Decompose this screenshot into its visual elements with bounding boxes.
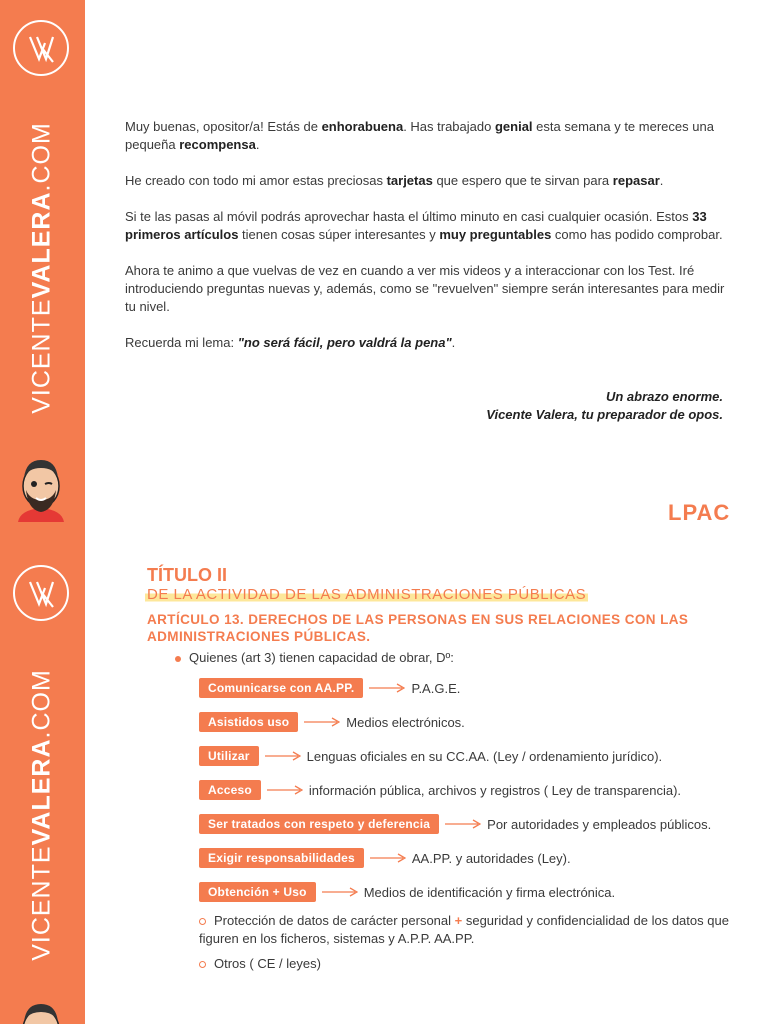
vv-logo-icon	[13, 20, 69, 76]
vv-logo-icon	[13, 565, 69, 621]
right-tag: Exigir responsabilidades	[199, 848, 364, 868]
list-item: Protección de datos de carácter personal + seguridad y confidencialidad de los datos que figuren en los ficheros, sistemas y A.P.P. AA.PP.	[199, 913, 729, 946]
intro-letter	[125, 118, 725, 370]
arrow-right-icon	[322, 887, 358, 897]
right-description: información pública, archivos y registros ( Ley de transparencia).	[308, 782, 682, 798]
right-row	[199, 814, 711, 834]
signature	[486, 388, 723, 424]
signature-line-1: Un abrazo enorme.	[605, 389, 723, 404]
right-tag: Utilizar	[199, 746, 259, 766]
subtitle-heading: DE LA ACTIVIDAD DE LAS ADMINISTRACIONES PÚBLICAS	[147, 586, 587, 603]
paragraph-3: Si te las pasas al móvil podrás aprovechar hasta el último minuto en casi cualquier ocasión. Estos 33 primeros artículos tienen cosas súper interesantes y muy preguntables como has podido comprobar.	[125, 209, 723, 242]
bullet-ring-icon	[199, 961, 206, 968]
right-row	[199, 746, 662, 766]
right-tag: Asistidos uso	[199, 712, 298, 732]
list-item: Otros ( CE / leyes)	[199, 955, 739, 973]
right-tag: Comunicarse con AA.PP.	[199, 678, 363, 698]
right-row	[199, 678, 460, 698]
right-description: P.A.G.E.	[411, 680, 461, 696]
arrow-right-icon	[370, 853, 406, 863]
paragraph-4: Ahora te animo a que vuelvas de vez en cuando a ver mis videos y a interaccionar con los Test. Iré introduciendo preguntas nuevas y, además, como se "revuelven" siempre serán interesantes para medir tu nivel.	[125, 263, 725, 314]
avatar-icon	[14, 1000, 68, 1024]
title-heading: TÍTULO II	[147, 565, 227, 585]
brand-vertical-text: VICENTEVALERA.COM	[27, 669, 56, 961]
arrow-right-icon	[369, 683, 405, 693]
right-description: Lenguas oficiales en su CC.AA. (Ley / ordenamiento jurídico).	[306, 748, 663, 764]
sidebar	[0, 0, 85, 1024]
right-row	[199, 712, 465, 732]
right-description: Medios de identificación y firma electrónica.	[363, 884, 616, 900]
bullet-icon	[175, 656, 181, 662]
arrow-right-icon	[304, 717, 340, 727]
article-heading: ARTÍCULO 13. DERECHOS DE LAS PERSONAS EN SUS RELACIONES CON LAS ADMINISTRACIONES PÚBLICAS.	[147, 612, 689, 644]
arrow-right-icon	[267, 785, 303, 795]
right-tag: Obtención + Uso	[199, 882, 316, 902]
right-tag: Ser tratados con respeto y deferencia	[199, 814, 439, 834]
paragraph-2: He creado con todo mi amor estas preciosas tarjetas que espero que te sirvan para repasar.	[125, 173, 664, 188]
arrow-right-icon	[265, 751, 301, 761]
arrow-right-icon	[445, 819, 481, 829]
right-tag: Acceso	[199, 780, 261, 800]
right-description: Medios electrónicos.	[346, 714, 465, 730]
right-description: AA.PP. y autoridades (Ley).	[411, 850, 571, 866]
signature-line-2: Vicente Valera, tu preparador de opos.	[486, 407, 723, 422]
list-item: Quienes (art 3) tienen capacidad de obrar, Dº:	[175, 650, 454, 665]
right-row	[199, 882, 615, 902]
right-row	[199, 848, 571, 868]
avatar-icon	[14, 456, 68, 522]
section-heading: LPAC	[668, 500, 731, 525]
right-description: Por autoridades y empleados públicos.	[487, 816, 712, 832]
paragraph-5: Recuerda mi lema: "no será fácil, pero valdrá la pena".	[125, 335, 456, 350]
right-row	[199, 780, 681, 800]
paragraph-1: Muy buenas, opositor/a! Estás de enhorabuena. Has trabajado genial esta semana y te mereces una pequeña recompensa.	[125, 119, 714, 152]
brand-vertical-text: VICENTEVALERA.COM	[27, 122, 56, 414]
bullet-ring-icon	[199, 918, 206, 925]
